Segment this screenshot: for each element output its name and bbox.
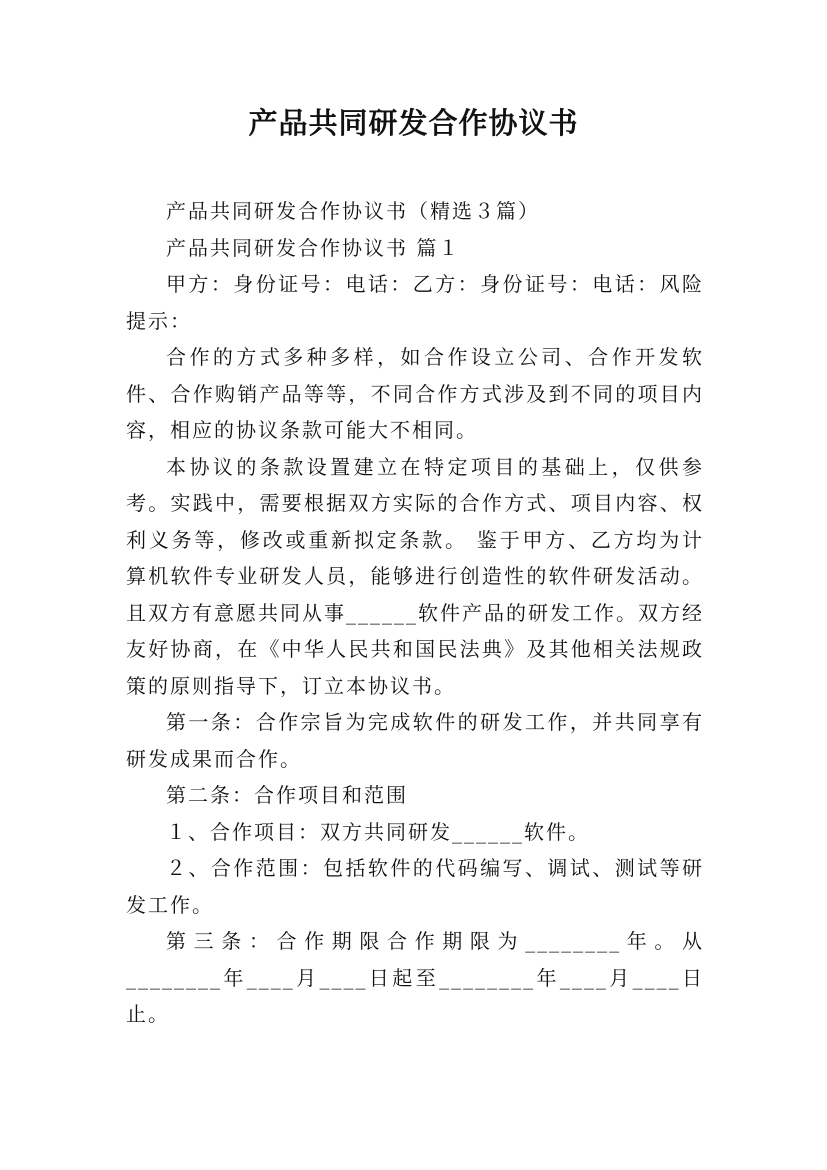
paragraph-parties: 甲方：身份证号：电话：乙方：身份证号：电话：风险提示：: [126, 272, 704, 333]
paragraph-preamble: 本协议的条款设置建立在特定项目的基础上，仅供参考。实践中，需要根据双方实际的合作方式、项目内容、权利义务等，修改或重新拟定条款。 鉴于甲方、乙方均为计算机软件专业研发人员，能够进行创造性的软件研发活动。且双方有意愿共同从事______软件产品的研发工作。双方经友好协商，在《中华人民共和国民法典》及其他相关法规政策的原则指导下，订立本协议书。: [126, 454, 704, 698]
paragraph-article-3: 第三条：合作期限合作期限为________年。从________年____月____日起至________年____月____日止。: [126, 929, 704, 1026]
paragraph-section-heading: 产品共同研发合作协议书 篇１: [166, 235, 461, 260]
document-body: [126, 193, 704, 1033]
paragraph-article-2-item-1: １、合作项目：双方共同研发______软件。: [166, 819, 590, 844]
paragraph-article-1: 第一条：合作宗旨为完成软件的研发工作，并共同享有研发成果而合作。: [126, 710, 704, 771]
paragraph-subtitle: 产品共同研发合作协议书（精选３篇）: [166, 199, 540, 223]
paragraph-article-2-heading: 第二条：合作项目和范围: [166, 783, 408, 807]
paragraph-cooperation-methods: 合作的方式多种多样，如合作设立公司、合作开发软件、合作购销产品等等，不同合作方式涉及到不同的项目内容，相应的协议条款可能大不相同。: [126, 345, 704, 442]
document-title: 产品共同研发合作协议书: [248, 106, 579, 140]
paragraph-article-2-item-2: ２、合作范围：包括软件的代码编写、调试、测试等研发工作。: [126, 856, 704, 917]
